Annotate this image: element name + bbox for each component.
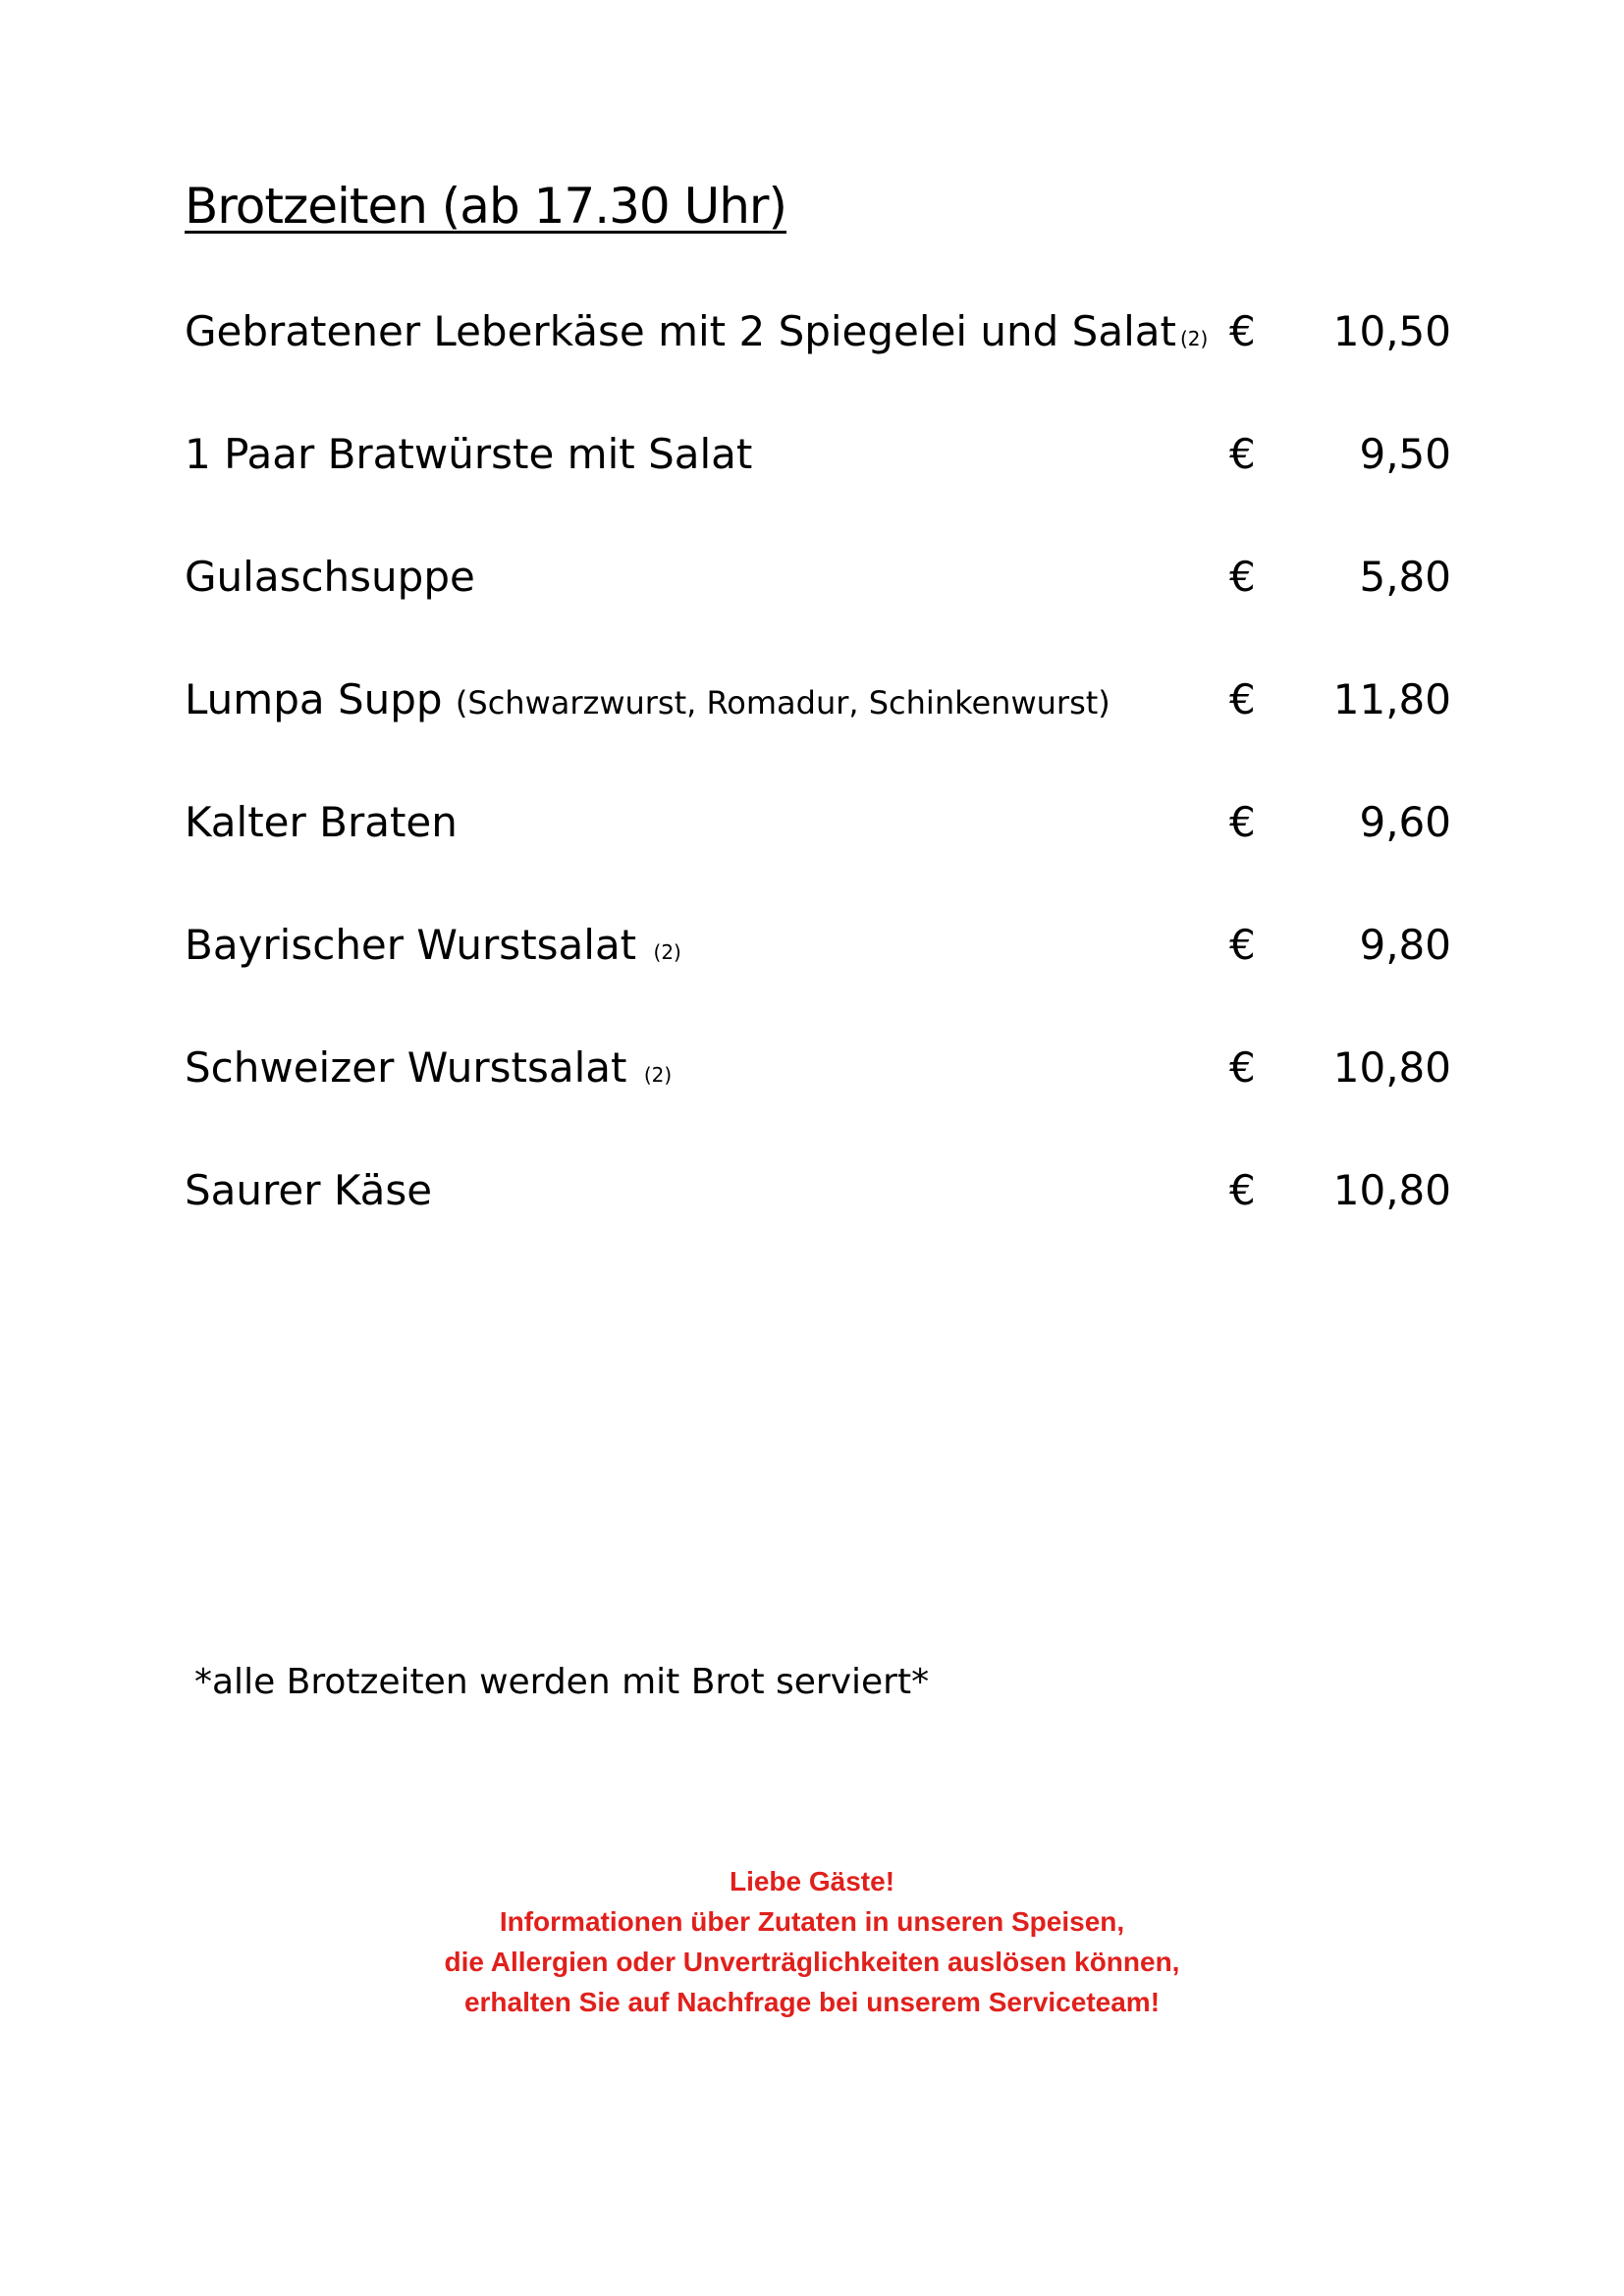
item-name: 1 Paar Bratwürste mit Salat bbox=[185, 430, 753, 478]
item-name: Saurer Käse bbox=[185, 1166, 433, 1214]
allergen-note: (2) bbox=[1179, 327, 1209, 350]
item-price: 5,80 bbox=[1359, 553, 1451, 601]
menu-item-gulaschsuppe bbox=[185, 543, 1451, 612]
menu-item-schweizer-wurstsalat bbox=[185, 1034, 1451, 1102]
item-price: 10,50 bbox=[1332, 307, 1451, 355]
currency-symbol: € bbox=[1229, 430, 1256, 478]
item-price: 9,60 bbox=[1359, 798, 1451, 846]
currency-symbol: € bbox=[1229, 553, 1256, 601]
currency-symbol: € bbox=[1229, 675, 1256, 723]
item-price: 10,80 bbox=[1332, 1166, 1451, 1214]
allergen-note: (2) bbox=[643, 1063, 673, 1087]
currency-symbol: € bbox=[1229, 307, 1256, 355]
menu-item-bayrischer-wurstsalat bbox=[185, 911, 1451, 980]
notice-line: Informationen über Zutaten in unseren Speisen, bbox=[499, 1906, 1125, 1937]
allergen-note: (2) bbox=[653, 940, 681, 964]
item-name: Kalter Braten bbox=[185, 798, 458, 846]
currency-symbol: € bbox=[1229, 1043, 1256, 1092]
notice-line: Liebe Gäste! bbox=[729, 1866, 895, 1896]
menu-item-leberkaese bbox=[185, 297, 1451, 366]
menu-item-kalter-braten bbox=[185, 788, 1451, 857]
menu-item-lumpa-supp bbox=[185, 666, 1451, 734]
item-name: Schweizer Wurstsalat (2) bbox=[185, 1043, 673, 1092]
currency-symbol: € bbox=[1229, 1166, 1256, 1214]
currency-symbol: € bbox=[1229, 798, 1256, 846]
currency-symbol: € bbox=[1229, 921, 1256, 969]
item-price: 9,50 bbox=[1359, 430, 1451, 478]
item-name: Bayrischer Wurstsalat (2) bbox=[185, 921, 681, 969]
item-price: 10,80 bbox=[1332, 1043, 1451, 1092]
menu-item-bratwuerste bbox=[185, 420, 1451, 489]
item-price: 9,80 bbox=[1359, 921, 1451, 969]
allergen-notice bbox=[0, 1861, 1624, 2022]
item-name: Gulaschsuppe bbox=[185, 553, 475, 601]
bread-footnote: *alle Brotzeiten werden mit Brot serviert* bbox=[194, 1662, 930, 1702]
item-name: Lumpa Supp (Schwarzwurst, Romadur, Schinkenwurst) bbox=[185, 675, 1110, 723]
notice-line: die Allergien oder Unverträglichkeiten auslösen können, bbox=[444, 1947, 1180, 1977]
page-title: Brotzeiten (ab 17.30 Uhr) bbox=[185, 178, 786, 235]
item-price: 11,80 bbox=[1332, 675, 1451, 723]
item-name: Gebratener Leberkäse mit 2 Spiegelei und Salat (2) bbox=[185, 307, 1209, 355]
notice-line: erhalten Sie auf Nachfrage bei unserem Serviceteam! bbox=[463, 1987, 1161, 2017]
menu-item-saurer-kaese bbox=[185, 1156, 1451, 1225]
item-detail: (Schwarzwurst, Romadur, Schinkenwurst) bbox=[455, 684, 1110, 721]
